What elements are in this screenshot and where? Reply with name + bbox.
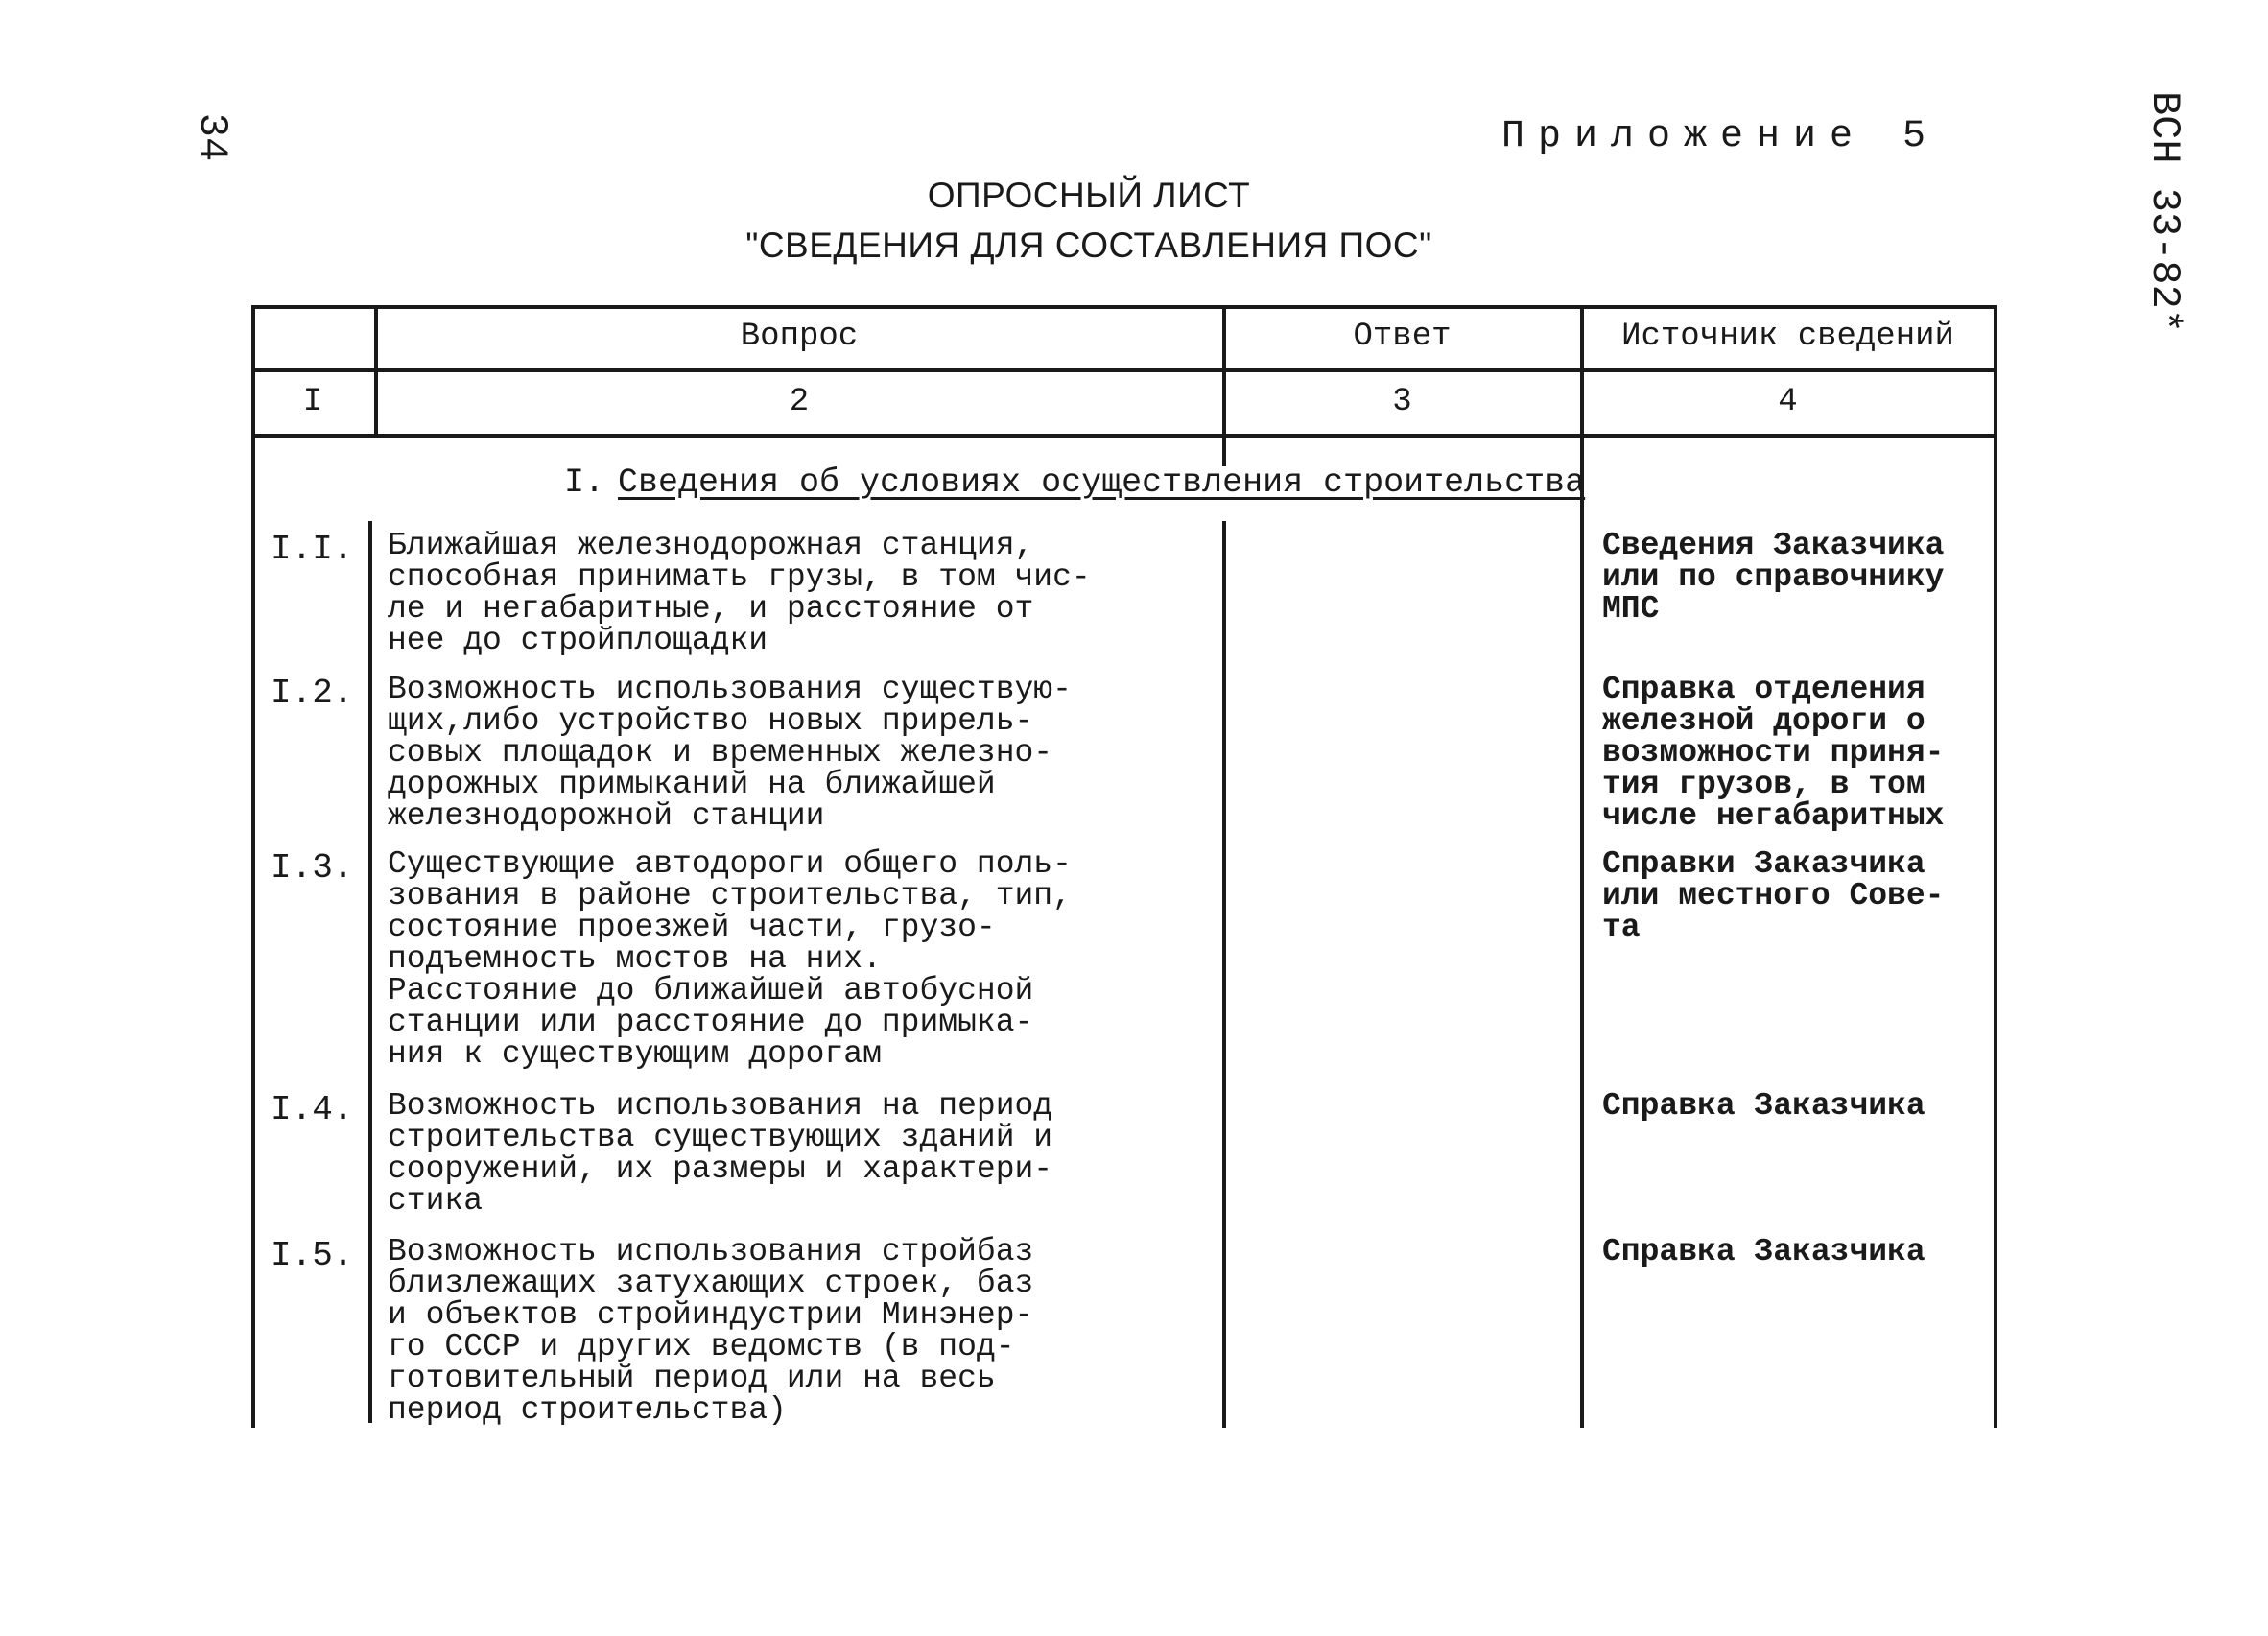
appendix-label bbox=[1501, 115, 1939, 158]
row-number: I.I. bbox=[271, 530, 354, 569]
page-number: 34 bbox=[189, 112, 236, 162]
row-source: Сведения Заказчика или по справочнику МПС bbox=[1602, 528, 1945, 627]
header-source: Источник сведений bbox=[1621, 319, 1954, 355]
title-line-2: "СВЕДЕНИЯ ДЛЯ СОСТАВЛЕНИЯ ПОС" bbox=[745, 225, 1432, 265]
column-number-divider bbox=[251, 434, 1997, 438]
questionnaire-table bbox=[251, 305, 1997, 1428]
column-number-1: I bbox=[302, 384, 323, 420]
row-number: I.2. bbox=[271, 674, 354, 713]
section-heading bbox=[564, 463, 1585, 502]
row-source: Справка Заказчика bbox=[1602, 1234, 1925, 1269]
row-number: I.4. bbox=[271, 1090, 354, 1129]
row-question: Возможность использования на период строительства существующих зданий и сооружений, их размеры и характери- стика bbox=[388, 1088, 1053, 1219]
column-number-3: 3 bbox=[1392, 384, 1412, 420]
row-source: Справка Заказчика bbox=[1602, 1088, 1925, 1124]
row-number: I.5. bbox=[271, 1236, 354, 1275]
section-number: I. bbox=[564, 463, 605, 502]
row-question: Возможность использования стройбаз близлежащих затухающих строек, баз и объектов стройиндустрии Минэнер- го СССР и других ведомств (в под- готовительный период или на весь период строительства) bbox=[388, 1234, 1034, 1428]
column-number-4: 4 bbox=[1778, 384, 1798, 420]
row-source: Справка отделения железной дороги о возможности приня- тия грузов, в том числе негабаритных bbox=[1602, 672, 1945, 834]
col-divider-2-body bbox=[1222, 521, 1226, 1428]
row-number: I.3. bbox=[271, 848, 354, 888]
table-right-border bbox=[1994, 305, 1997, 1428]
header-answer: Ответ bbox=[1353, 319, 1452, 355]
title-line-1: ОПРОСНЫЙ ЛИСТ bbox=[927, 176, 1251, 215]
document-title bbox=[672, 171, 1506, 271]
column-number-2: 2 bbox=[789, 384, 810, 420]
appendix-label-text: Приложение 5 bbox=[1501, 115, 1940, 158]
document-code: ВСН 33-82* bbox=[2141, 90, 2188, 334]
header-divider bbox=[251, 368, 1997, 372]
row-question: Возможность использования существую- щих,либо устройство новых прирель- совых площадок и временных железно- дорожных примыканий на ближайшей железнодорожной станции bbox=[388, 672, 1072, 834]
table-left-border bbox=[251, 305, 255, 1428]
row-question: Ближайшая железнодорожная станция, способная принимать грузы, в том чис- ле и негабаритные, и расстояние от нее до стройплощадки bbox=[388, 528, 1091, 658]
section-title: Сведения об условиях осуществления строительства bbox=[618, 463, 1586, 502]
row-question: Существующие автодороги общего поль- зования в районе строительства, тип, состояние проезжей части, грузо- подъемность мостов на них. Расстояние до ближайшей автобусной станции или расстояние до примыка- ния к существующим дорогам bbox=[388, 846, 1072, 1072]
header-question: Вопрос bbox=[740, 319, 859, 355]
col-divider-1-body bbox=[368, 521, 372, 1423]
table-top-border bbox=[251, 305, 1997, 309]
row-source: Справки Заказчика или местного Сове- та bbox=[1602, 846, 1945, 945]
